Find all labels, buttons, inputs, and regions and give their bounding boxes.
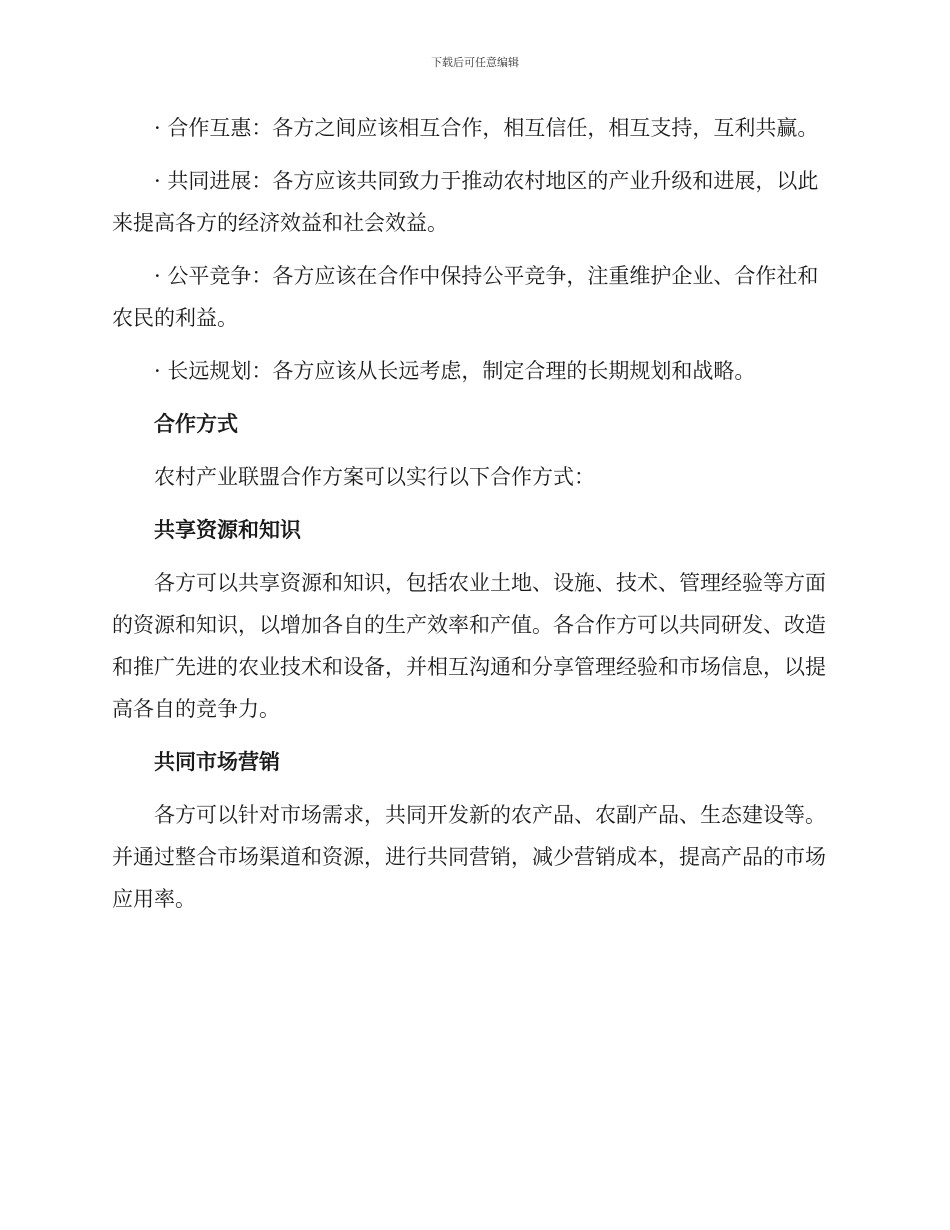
principle-fair-competition: · 公平竞争：各方应该在合作中保持公平竞争，注重维护企业、合作社和农民的利益。	[112, 264, 819, 330]
principle-long-term-planning: · 长远规划：各方应该从长远考虑，制定合理的长期规划和战略。	[154, 359, 756, 383]
document-body	[112, 107, 832, 931]
section-heading-joint-marketing: 共同市场营销	[154, 750, 280, 774]
section-heading-cooperation: 合作方式	[154, 412, 238, 436]
share-resources-paragraph: 各方可以共享资源和知识，包括农业土地、设施、技术、管理经验等方面的资源和知识，以增加各自的生产效率和产值。各合作方可以共同研发、改造和推广先进的农业技术和设备，并相互沟通和分享管理经验和市场信息，以提高各自的竞争力。	[112, 571, 826, 721]
joint-marketing-paragraph: 各方可以针对市场需求，共同开发新的农产品、农副产品、生态建设等。并通过整合市场渠道和资源，进行共同营销，减少营销成本，提高产品的市场应用率。	[112, 803, 826, 911]
principle-mutual-benefit: · 合作互惠：各方之间应该相互合作，相互信任，相互支持，互利共赢。	[154, 116, 819, 140]
principle-common-progress: · 共同进展：各方应该共同致力于推动农村地区的产业升级和进展，以此来提高各方的经济效益和社会效益。	[112, 169, 819, 235]
page-header-note: 下载后可任意编辑	[431, 56, 519, 69]
section-heading-share-resources: 共享资源和知识	[154, 518, 301, 542]
cooperation-intro: 农村产业联盟合作方案可以实行以下合作方式：	[154, 465, 595, 489]
